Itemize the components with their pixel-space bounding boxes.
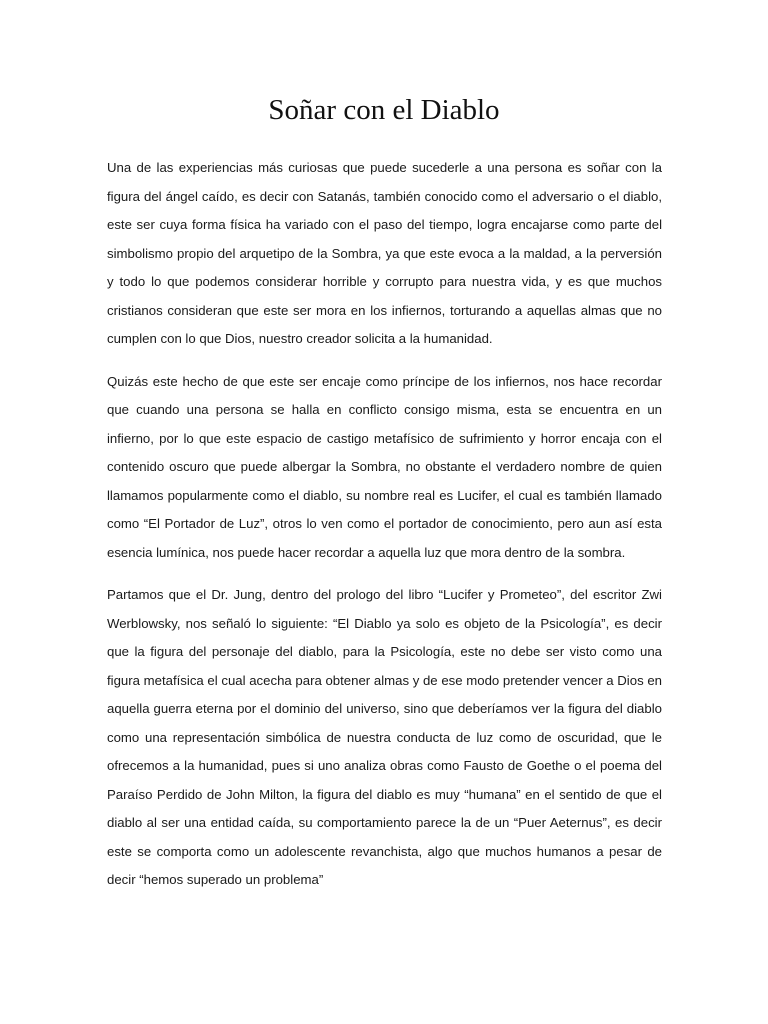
paragraph-2: Quizás este hecho de que este ser encaje como príncipe de los infiernos, nos hace recordar que cuando una persona se halla en conflicto consigo misma, esta se encuentra en un infierno, por lo que este espacio de castigo metafísico de sufrimiento y horror encaja con el contenido oscuro que puede albergar la Sombra, no obstante el verdadero nombre de quien llamamos popularmente como el diablo, su nombre real es Lucifer, el cual es también llamado como “El Portador de Luz”, otros lo ven como el portador de conocimiento, pero aun así esta esencia lumínica, nos puede hacer recordar a aquella luz que mora dentro de la sombra. <box>107 373 662 560</box>
paragraph-3: Partamos que el Dr. Jung, dentro del prologo del libro “Lucifer y Prometeo”, del escritor Zwi Werblowsky, nos señaló lo siguiente: “El Diablo ya solo es objeto de la Psicología”, es decir que la figura del personaje del diablo, para la Psicología, este no debe ser visto como una figura metafísica el cual acecha para obtener almas y de ese modo pretender vencer a Dios en aquella guerra eterna por el dominio del universo, sino que deberíamos ver la figura del diablo como una representación simbólica de nuestra conducta de luz como de oscuridad, que le ofrecemos a la humanidad, pues si uno analiza obras como Fausto de Goethe o el poema del Paraíso Perdido de John Milton, la figura del diablo es muy “humana” en el sentido de que el diablo al ser una entidad caída, su comportamiento parece la de un “Puer Aeternus”, es decir este se comporta como un adolescente revanchista, algo que muchos humanos a pesar de decir “hemos superado un problema” <box>107 587 662 887</box>
document-body <box>107 154 662 909</box>
paragraph-1: Una de las experiencias más curiosas que puede sucederle a una persona es soñar con la figura del ángel caído, es decir con Satanás, también conocido como el adversario o el diablo, este ser cuya forma física ha variado con el paso del tiempo, logra encajarse como parte del simbolismo propio del arquetipo de la Sombra, ya que este evoca a la maldad, a la perversión y todo lo que podemos considerar horrible y corrupto para nuestra vida, y es que muchos cristianos consideran que este ser mora en los infiernos, torturando a aquellas almas que no cumplen con lo que Dios, nuestro creador solicita a la humanidad. <box>107 160 662 346</box>
document-title: Soñar con el Diablo <box>268 94 500 126</box>
